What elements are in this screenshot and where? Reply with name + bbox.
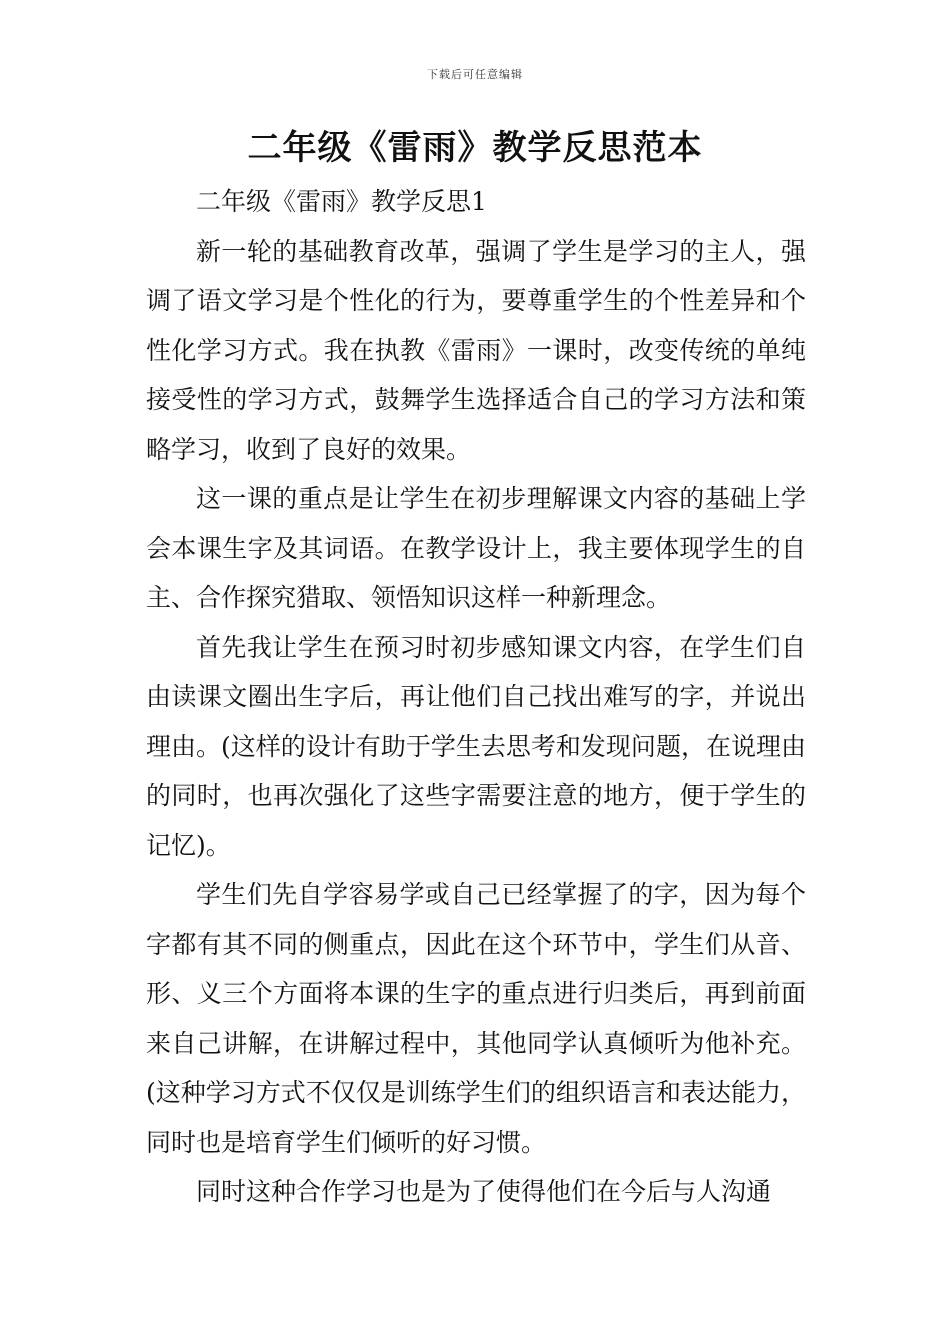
paragraph-2: 这一课的重点是让学生在初步理解课文内容的基础上学会本课生字及其词语。在教学设计上，我主要体现学生的自主、合作探究猎取、领悟知识这样一种新理念。 bbox=[146, 484, 806, 612]
paragraph-5: 同时这种合作学习也是为了使得他们在今后与人沟通 bbox=[196, 1177, 772, 1206]
paragraph-4: 学生们先自学容易学或自己已经掌握了的字，因为每个字都有其不同的侧重点，因此在这个环节中，学生们从音、形、义三个方面将本课的生字的重点进行归类后，再到前面来自己讲解，在讲解过程中，其他同学认真倾听为他补充。(这种学习方式不仅仅是训练学生们的组织语言和表达能力，同时也是培育学生们倾听的好习惯。 bbox=[146, 880, 806, 1157]
paragraph-3: 首先我让学生在预习时初步感知课文内容，在学生们自由读课文圈出生字后，再让他们自己找出难写的字，并说出理由。(这样的设计有助于学生去思考和发现问题，在说理由的同时，也再次强化了这些字需要注意的地方，便于学生的记忆)。 bbox=[146, 632, 806, 860]
header-note: 下载后可任意编辑 bbox=[427, 68, 523, 81]
section-heading: 二年级《雷雨》教学反思1 bbox=[196, 187, 487, 216]
document-title: 二年级《雷雨》教学反思范本 bbox=[247, 128, 703, 168]
paragraph-1: 新一轮的基础教育改革，强调了学生是学习的主人，强调了语文学习是个性化的行为，要尊重学生的个性差异和个性化学习方式。我在执教《雷雨》一课时，改变传统的单纯接受性的学习方式，鼓舞学生选择适合自己的学习方法和策略学习，收到了良好的效果。 bbox=[146, 236, 806, 464]
document-body bbox=[146, 177, 806, 1217]
